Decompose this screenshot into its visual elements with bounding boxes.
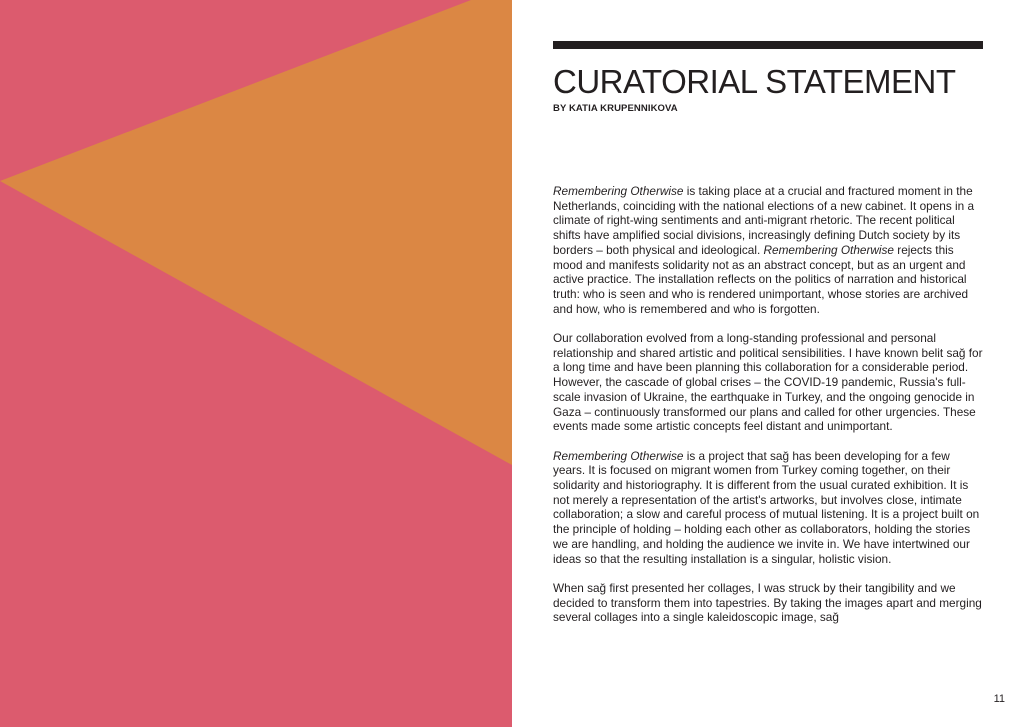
italic-title: Remembering Otherwise bbox=[553, 184, 684, 198]
paragraph-4: When sağ first presented her collages, I was struck by their tangibility and we decided to transform them into tapestries. By taking the images apart and merging several collages into a single kaleidoscopic image, sağ bbox=[553, 580, 982, 625]
text-page bbox=[512, 0, 1024, 727]
orange-triangle bbox=[0, 0, 512, 465]
paragraph-2: Our collaboration evolved from a long-standing professional and personal relationship and shared artistic and political sensibilities. I have known belit sağ for a long time and have been planning this collaboration for a considerable period. However, the cascade of global crises – the COVID-19 pandemic, Russia's full-scale invasion of Ukraine, the earthquake in Turkey, and the ongoing genocide in Gaza – continuously transformed our plans and called for other urgencies. These events made some artistic concepts feel distant and unimportant. bbox=[553, 331, 983, 434]
italic-title: Remembering Otherwise bbox=[553, 448, 684, 463]
article-body bbox=[553, 184, 983, 640]
paragraph-1: Remembering Otherwise is taking place at a crucial and fractured moment in the Netherlands, coinciding with the national elections of a new cabinet. It opens in a climate of right-wing sentiments and anti-migrant rhetoric. The recent political shifts have amplified social divisions, increasingly defining Dutch society by its borders – both physical and ideological. Remembering Otherwise rejects this mood and manifests solidarity not as an abstract concept, but as an urgent and active practice. The installation reflects on the politics of narration and historical truth: who is seen and who is rendered unimportant, whose stories are archived and how, who is remembered and who is forgotten. bbox=[553, 184, 975, 316]
italic-title: Remembering Otherwise bbox=[763, 242, 894, 257]
paragraph-3: Remembering Otherwise is a project that sağ has been developing for a few years. It is focused on migrant women from Turkey coming together, on their solidarity and historiography. It is different from the usual curated exhibition. It is not merely a representation of the artist's artworks, but involves close, intimate collaboration; a slow and careful process of mutual listening. It is a project built on the principle of holding – holding each other as collaborators, holding the stories we are handling, and holding the audience we invite in. We have intertwined our ideas so that the resulting installation is a singular, holistic vision. bbox=[553, 448, 980, 566]
page-title: CURATORIAL STATEMENT bbox=[553, 63, 956, 100]
header-rule bbox=[553, 41, 983, 49]
page-number: 11 bbox=[993, 693, 1005, 705]
author-byline: BY KATIA KRUPENNIKOVA bbox=[553, 103, 678, 114]
